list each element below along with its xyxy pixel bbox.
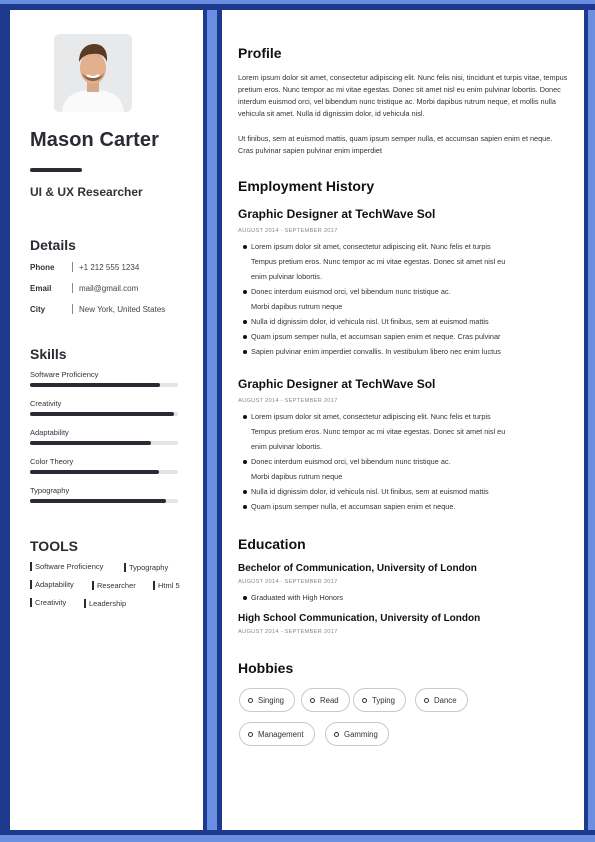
- detail-separator: [72, 304, 73, 314]
- bullet-line: Tempus pretium eros. Nunc tempor ac mi vitae egestas. Donec sit amet nisl eu: [251, 427, 506, 436]
- job-role: UI & UX Researcher: [30, 185, 143, 199]
- hobby-label: Gamming: [344, 729, 378, 739]
- detail-separator: [72, 283, 73, 293]
- detail-value: New York, United States: [79, 304, 166, 314]
- job-title: Graphic Designer at TechWave Sol: [238, 377, 436, 391]
- bullet-line: Morbi dapibus rutrum neque: [251, 302, 343, 311]
- name-underline: [30, 168, 82, 172]
- list-item: [238, 499, 568, 514]
- hobby-chip: [353, 688, 406, 712]
- list-item: [238, 329, 568, 344]
- details-heading: Details: [30, 237, 76, 253]
- detail-label: City: [30, 304, 46, 314]
- tool-tag: Adaptability: [30, 580, 74, 589]
- profile-photo: [54, 34, 132, 112]
- skill-bar-track: [30, 383, 178, 387]
- skills-heading: Skills: [30, 346, 67, 362]
- list-item: [238, 314, 568, 329]
- job-bullets: [238, 239, 568, 359]
- skill-bar-fill: [30, 499, 166, 503]
- frame-top-strip: [0, 0, 595, 4]
- skill-label: Adaptability: [30, 428, 69, 437]
- hobby-chip: [239, 688, 295, 712]
- list-item: [238, 344, 568, 359]
- tool-tag: Typography: [124, 563, 168, 572]
- tool-tag: Researcher: [92, 581, 136, 590]
- list-item: [238, 284, 568, 314]
- bullet-line: Morbi dapibus rutrum neque: [251, 472, 343, 481]
- circle-icon: [248, 698, 253, 703]
- circle-icon: [310, 698, 315, 703]
- education-dates: AUGUST 2014 - SEPTEMBER 2017: [238, 629, 338, 635]
- skill-bar-track: [30, 441, 178, 445]
- education-bullets: [238, 590, 568, 605]
- detail-phone: [30, 262, 139, 272]
- detail-label: Phone: [30, 262, 55, 272]
- detail-city: [30, 304, 165, 314]
- bullet-line: Quam ipsum semper nulla, et accumsan sapien enim et neque.: [251, 502, 456, 511]
- hobby-chip: [301, 688, 350, 712]
- skill-bar-track: [30, 470, 178, 474]
- tools-heading: TOOLS: [30, 538, 78, 554]
- bullet-line: Nulla id dignissim dolor, id vehicula nisl. Ut finibus, sem at euismod mattis: [251, 317, 489, 326]
- detail-email: [30, 283, 138, 293]
- sidebar: [10, 10, 203, 830]
- tool-tag: Software Proficiency: [30, 562, 103, 571]
- hobby-chip: [239, 722, 315, 746]
- skill-bar-track: [30, 499, 178, 503]
- skill-bar-track: [30, 412, 178, 416]
- circle-icon: [424, 698, 429, 703]
- frame-bottom-strip: [0, 835, 595, 842]
- profile-text: Ut finibus, sem at euismod mattis, quam ipsum semper nulla, et accumsan sapien enim et neque. Cras pulvinar sapien pulvinar enim imperdiet: [238, 134, 553, 155]
- person-name: Mason Carter: [30, 129, 160, 151]
- detail-value: +1 212 555 1234: [79, 262, 140, 272]
- profile-text: Lorem ipsum dolor sit amet, consectetur adipiscing elit. Nunc felis nisi, tincidunt et turpis vitae, tempus pretium eros. Nunc tempor ac mi vitae egestas. Donec sit amet nisl eu enim pulvinar lobortis. Donec interdum euismod orci, vel bibendum nunc tristique ac. Morbi dapibus rutrum neque, et mollis nulla vehicula sit amet. Nulla id dignissim dolor, id vehicula nisl.: [238, 73, 568, 118]
- hobby-chip: [415, 688, 468, 712]
- bullet-line: enim pulvinar lobortis.: [251, 442, 322, 451]
- skill-item: [30, 370, 178, 387]
- circle-icon: [362, 698, 367, 703]
- skill-item: [30, 399, 178, 416]
- circle-icon: [334, 732, 339, 737]
- job-title: Graphic Designer at TechWave Sol: [238, 207, 436, 221]
- skill-item: [30, 428, 178, 445]
- skill-label: Creativity: [30, 399, 62, 408]
- skill-bar-fill: [30, 412, 174, 416]
- list-item: [238, 454, 568, 484]
- education-heading: Education: [238, 536, 306, 552]
- education-title: Bechelor of Communication, University of London: [238, 563, 477, 574]
- list-item: [238, 484, 568, 499]
- skill-bar-fill: [30, 470, 159, 474]
- detail-separator: [72, 262, 73, 272]
- hobby-label: Typing: [372, 695, 395, 705]
- skill-item: [30, 486, 178, 503]
- skill-label: Color Theory: [30, 457, 74, 466]
- employment-heading: Employment History: [238, 178, 375, 194]
- detail-value: mail@gmail.com: [79, 283, 139, 293]
- bullet-line: Lorem ipsum dolor sit amet, consectetur adipiscing elit. Nunc felis et turpis: [251, 242, 491, 251]
- skill-label: Software Proficiency: [30, 370, 99, 379]
- bullet-line: Lorem ipsum dolor sit amet, consectetur adipiscing elit. Nunc felis et turpis: [251, 412, 491, 421]
- job-dates: AUGUST 2014 - SEPTEMBER 2017: [238, 228, 338, 234]
- list-item: [238, 239, 568, 284]
- list-item: [238, 409, 568, 454]
- frame-right-strip: [588, 10, 595, 830]
- bullet-line: Sapien pulvinar enim imperdiet convallis. In vestibulum libero nec enim luctus: [251, 347, 501, 356]
- skill-label: Typography: [30, 486, 70, 495]
- bullet-line: Quam ipsum semper nulla, et accumsan sapien enim et neque. Cras pulvinar: [251, 332, 501, 341]
- bullet-line: Tempus pretium eros. Nunc tempor ac mi vitae egestas. Donec sit amet nisl eu: [251, 257, 506, 266]
- hobbies-heading: Hobbies: [238, 660, 294, 676]
- bullet-line: Graduated with High Honors: [251, 593, 344, 602]
- tool-tag: Html 5: [153, 581, 180, 590]
- bullet-line: Donec interdum euismod orci, vel bibendum nunc tristique ac.: [251, 287, 451, 296]
- skill-bar-fill: [30, 441, 151, 445]
- profile-heading: Profile: [238, 45, 282, 61]
- bullet-line: Donec interdum euismod orci, vel bibendum nunc tristique ac.: [251, 457, 451, 466]
- skill-item: [30, 457, 178, 474]
- hobby-label: Management: [258, 729, 304, 739]
- tool-tag: Leadership: [84, 599, 126, 608]
- detail-label: Email: [30, 283, 52, 293]
- main-content: [222, 10, 584, 830]
- hobby-label: Read: [320, 695, 339, 705]
- bullet-line: enim pulvinar lobortis.: [251, 272, 322, 281]
- circle-icon: [248, 732, 253, 737]
- education-dates: AUGUST 2014 - SEPTEMBER 2017: [238, 579, 338, 585]
- tool-tag: Creativity: [30, 598, 66, 607]
- hobby-label: Singing: [258, 695, 285, 705]
- education-title: High School Communication, University of London: [238, 613, 481, 624]
- hobby-label: Dance: [434, 695, 457, 705]
- bullet-line: Nulla id dignissim dolor, id vehicula nisl. Ut finibus, sem at euismod mattis: [251, 487, 489, 496]
- job-bullets: [238, 409, 568, 514]
- list-item: [238, 590, 568, 605]
- job-dates: AUGUST 2014 - SEPTEMBER 2017: [238, 398, 338, 404]
- skill-bar-fill: [30, 383, 160, 387]
- frame-divider-strip: [207, 10, 217, 830]
- hobby-chip: [325, 722, 389, 746]
